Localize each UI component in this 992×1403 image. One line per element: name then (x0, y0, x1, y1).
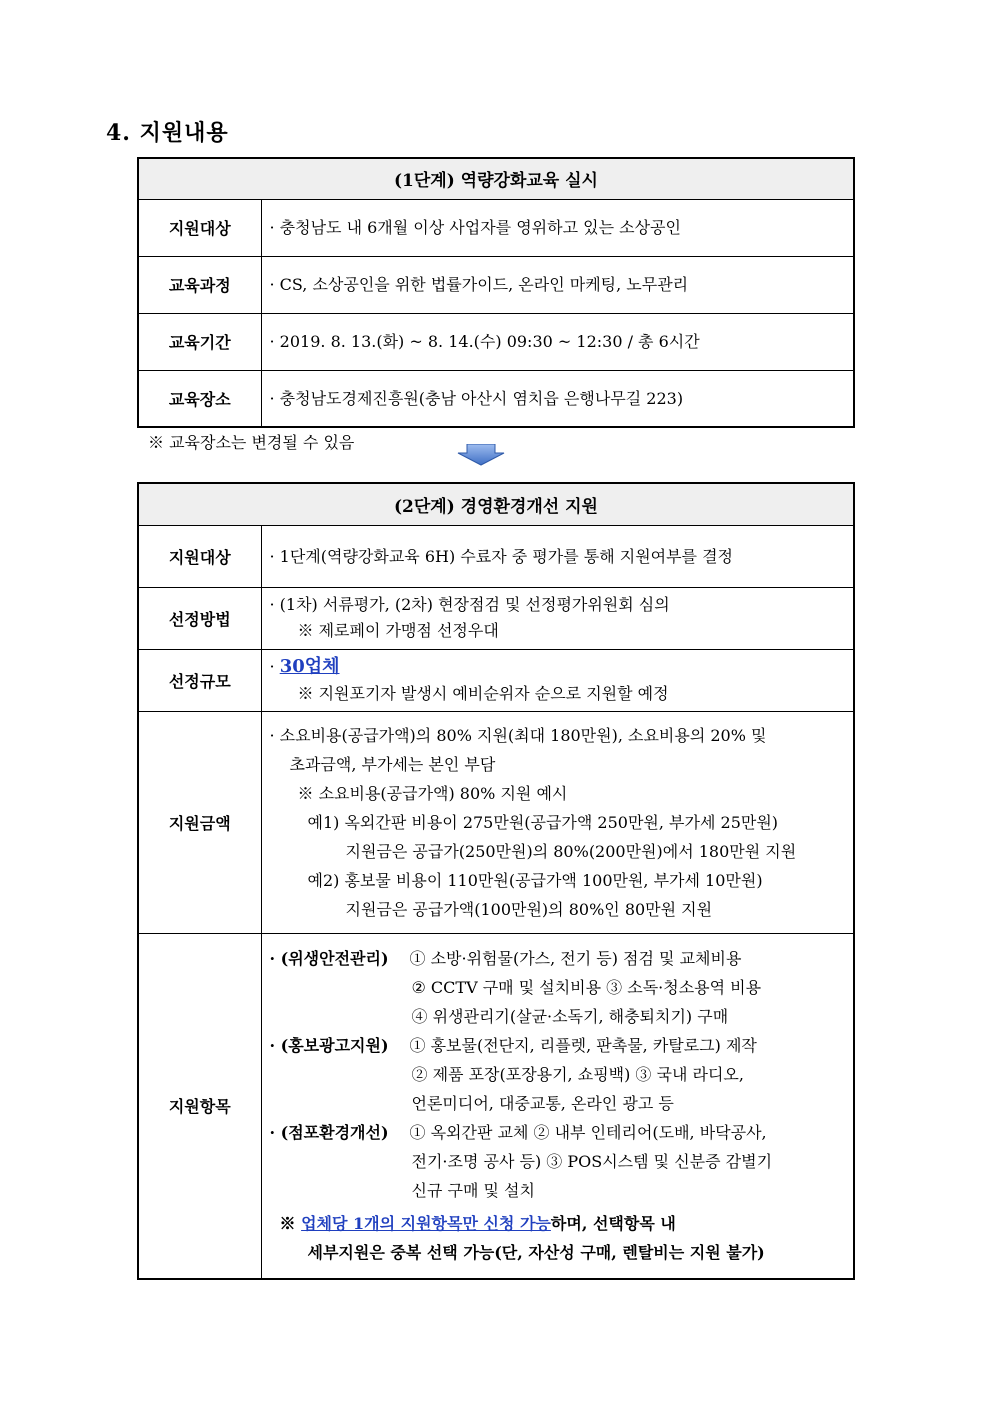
stage2-label-method: 선정방법 (138, 587, 261, 649)
amount-line: · 소요비용(공급가액)의 80% 지원(최대 180만원), 소요비용의 20% 및 (269, 725, 767, 745)
items-line: ① 옥외간판 교체 ② 내부 인테리어(도배, 바닥공사, (409, 1123, 767, 1143)
items-note-mark: ※ (279, 1214, 296, 1234)
stage2-text-target: · 1단계(역량강화교육 6H) 수료자 중 평가를 통해 지원여부를 결정 (261, 525, 854, 587)
stage2-table (137, 482, 855, 1280)
items-note-rest: 하며, 선택항목 내 (550, 1214, 676, 1234)
amount-example-title: ※ 소요비용(공급가액) 80% 지원 예시 (297, 783, 568, 803)
scale-bullet: · (269, 657, 275, 676)
stage1-label-place: 교육장소 (138, 370, 261, 427)
stage2-label-scale: 선정규모 (138, 649, 261, 711)
stage1-note: ※ 교육장소는 변경될 수 있음 (148, 433, 355, 452)
stage2-method-cell (261, 587, 854, 649)
stage1-text-period: · 2019. 8. 13.(화) ~ 8. 14.(수) 09:30 ~ 12:30 / 총 6시간 (261, 313, 854, 370)
amount-example-1-detail: 지원금은 공급가(250만원)의 80%(200만원)에서 180만원 지원 (345, 841, 797, 861)
method-note: ※ 제로페이 가맹점 선정우대 (297, 621, 499, 640)
items-line: 전기·조명 공사 등) ③ POS시스템 및 신분증 감별기 (411, 1152, 773, 1172)
amount-example-1: 예1) 옥외간판 비용이 275만원(공급가액 250만원, 부가세 25만원) (307, 812, 779, 832)
stage1-text-target: · 충청남도 내 6개월 이상 사업자를 영위하고 있는 소상공인 (261, 199, 854, 256)
method-line: · (1차) 서류평가, (2차) 현장점검 및 선정평가위원회 심의 (269, 595, 670, 614)
stage2-label-items: 지원항목 (138, 933, 261, 1279)
stage2-items-cell (261, 933, 854, 1279)
stage2-label-amount: 지원금액 (138, 711, 261, 933)
stage2-amount-cell (261, 711, 854, 933)
stage2-scale-cell (261, 649, 854, 711)
items-group-hygiene: · (위생안전관리) (269, 949, 389, 969)
scale-note: ※ 지원포기자 발생시 예비순위자 순으로 지원할 예정 (297, 684, 669, 703)
section-title: 4. 지원내용 (106, 120, 229, 146)
items-line: ① 소방·위험물(가스, 전기 등) 점검 및 교체비용 (409, 949, 742, 969)
stage2-header: (2단계) 경영환경개선 지원 (138, 483, 854, 525)
items-note-line2: 세부지원은 중복 선택 가능(단, 자산성 구매, 렌탈비는 지원 불가) (307, 1243, 765, 1263)
items-line: ② 제품 포장(포장용기, 쇼핑백) ③ 국내 라디오, (411, 1065, 744, 1085)
amount-example-2-detail: 지원금은 공급가액(100만원)의 80%인 80만원 지원 (345, 899, 713, 919)
items-note (270, 1209, 844, 1238)
stage1-text-course: · CS, 소상공인을 위한 법률가이드, 온라인 마케팅, 노무관리 (261, 256, 854, 313)
stage2-label-target: 지원대상 (138, 525, 261, 587)
amount-line: 초과금액, 부가세는 본인 부담 (289, 754, 496, 774)
scale-value: 30업체 (279, 656, 340, 677)
items-line: 언론미디어, 대중교통, 온라인 광고 등 (411, 1094, 674, 1114)
items-group-promotion: · (홍보광고지원) (269, 1036, 389, 1056)
items-line: 신규 구매 및 설치 (411, 1181, 535, 1201)
items-line: ④ 위생관리기(살균·소독기, 해충퇴치기) 구매 (411, 1007, 729, 1027)
items-note-highlight: 업체당 1개의 지원항목만 신청 가능 (301, 1214, 551, 1234)
stage1-text-place: · 충청남도경제진흥원(충남 아산시 염치읍 은행나무길 223) (261, 370, 854, 427)
items-line: ② CCTV 구매 및 설치비용 ③ 소독·청소용역 비용 (411, 978, 762, 998)
items-line: ① 홍보물(전단지, 리플렛, 판촉물, 카탈로그) 제작 (409, 1036, 757, 1056)
stage1-header: (1단계) 역량강화교육 실시 (138, 158, 854, 199)
stage1-label-course: 교육과정 (138, 256, 261, 313)
stage1-label-target: 지원대상 (138, 199, 261, 256)
items-group-store: · (점포환경개선) (269, 1123, 389, 1143)
stage1-table (137, 157, 855, 428)
amount-example-2: 예2) 홍보물 비용이 110만원(공급가액 100만원, 부가세 10만원) (307, 870, 763, 890)
down-arrow-icon (457, 444, 505, 466)
stage1-label-period: 교육기간 (138, 313, 261, 370)
